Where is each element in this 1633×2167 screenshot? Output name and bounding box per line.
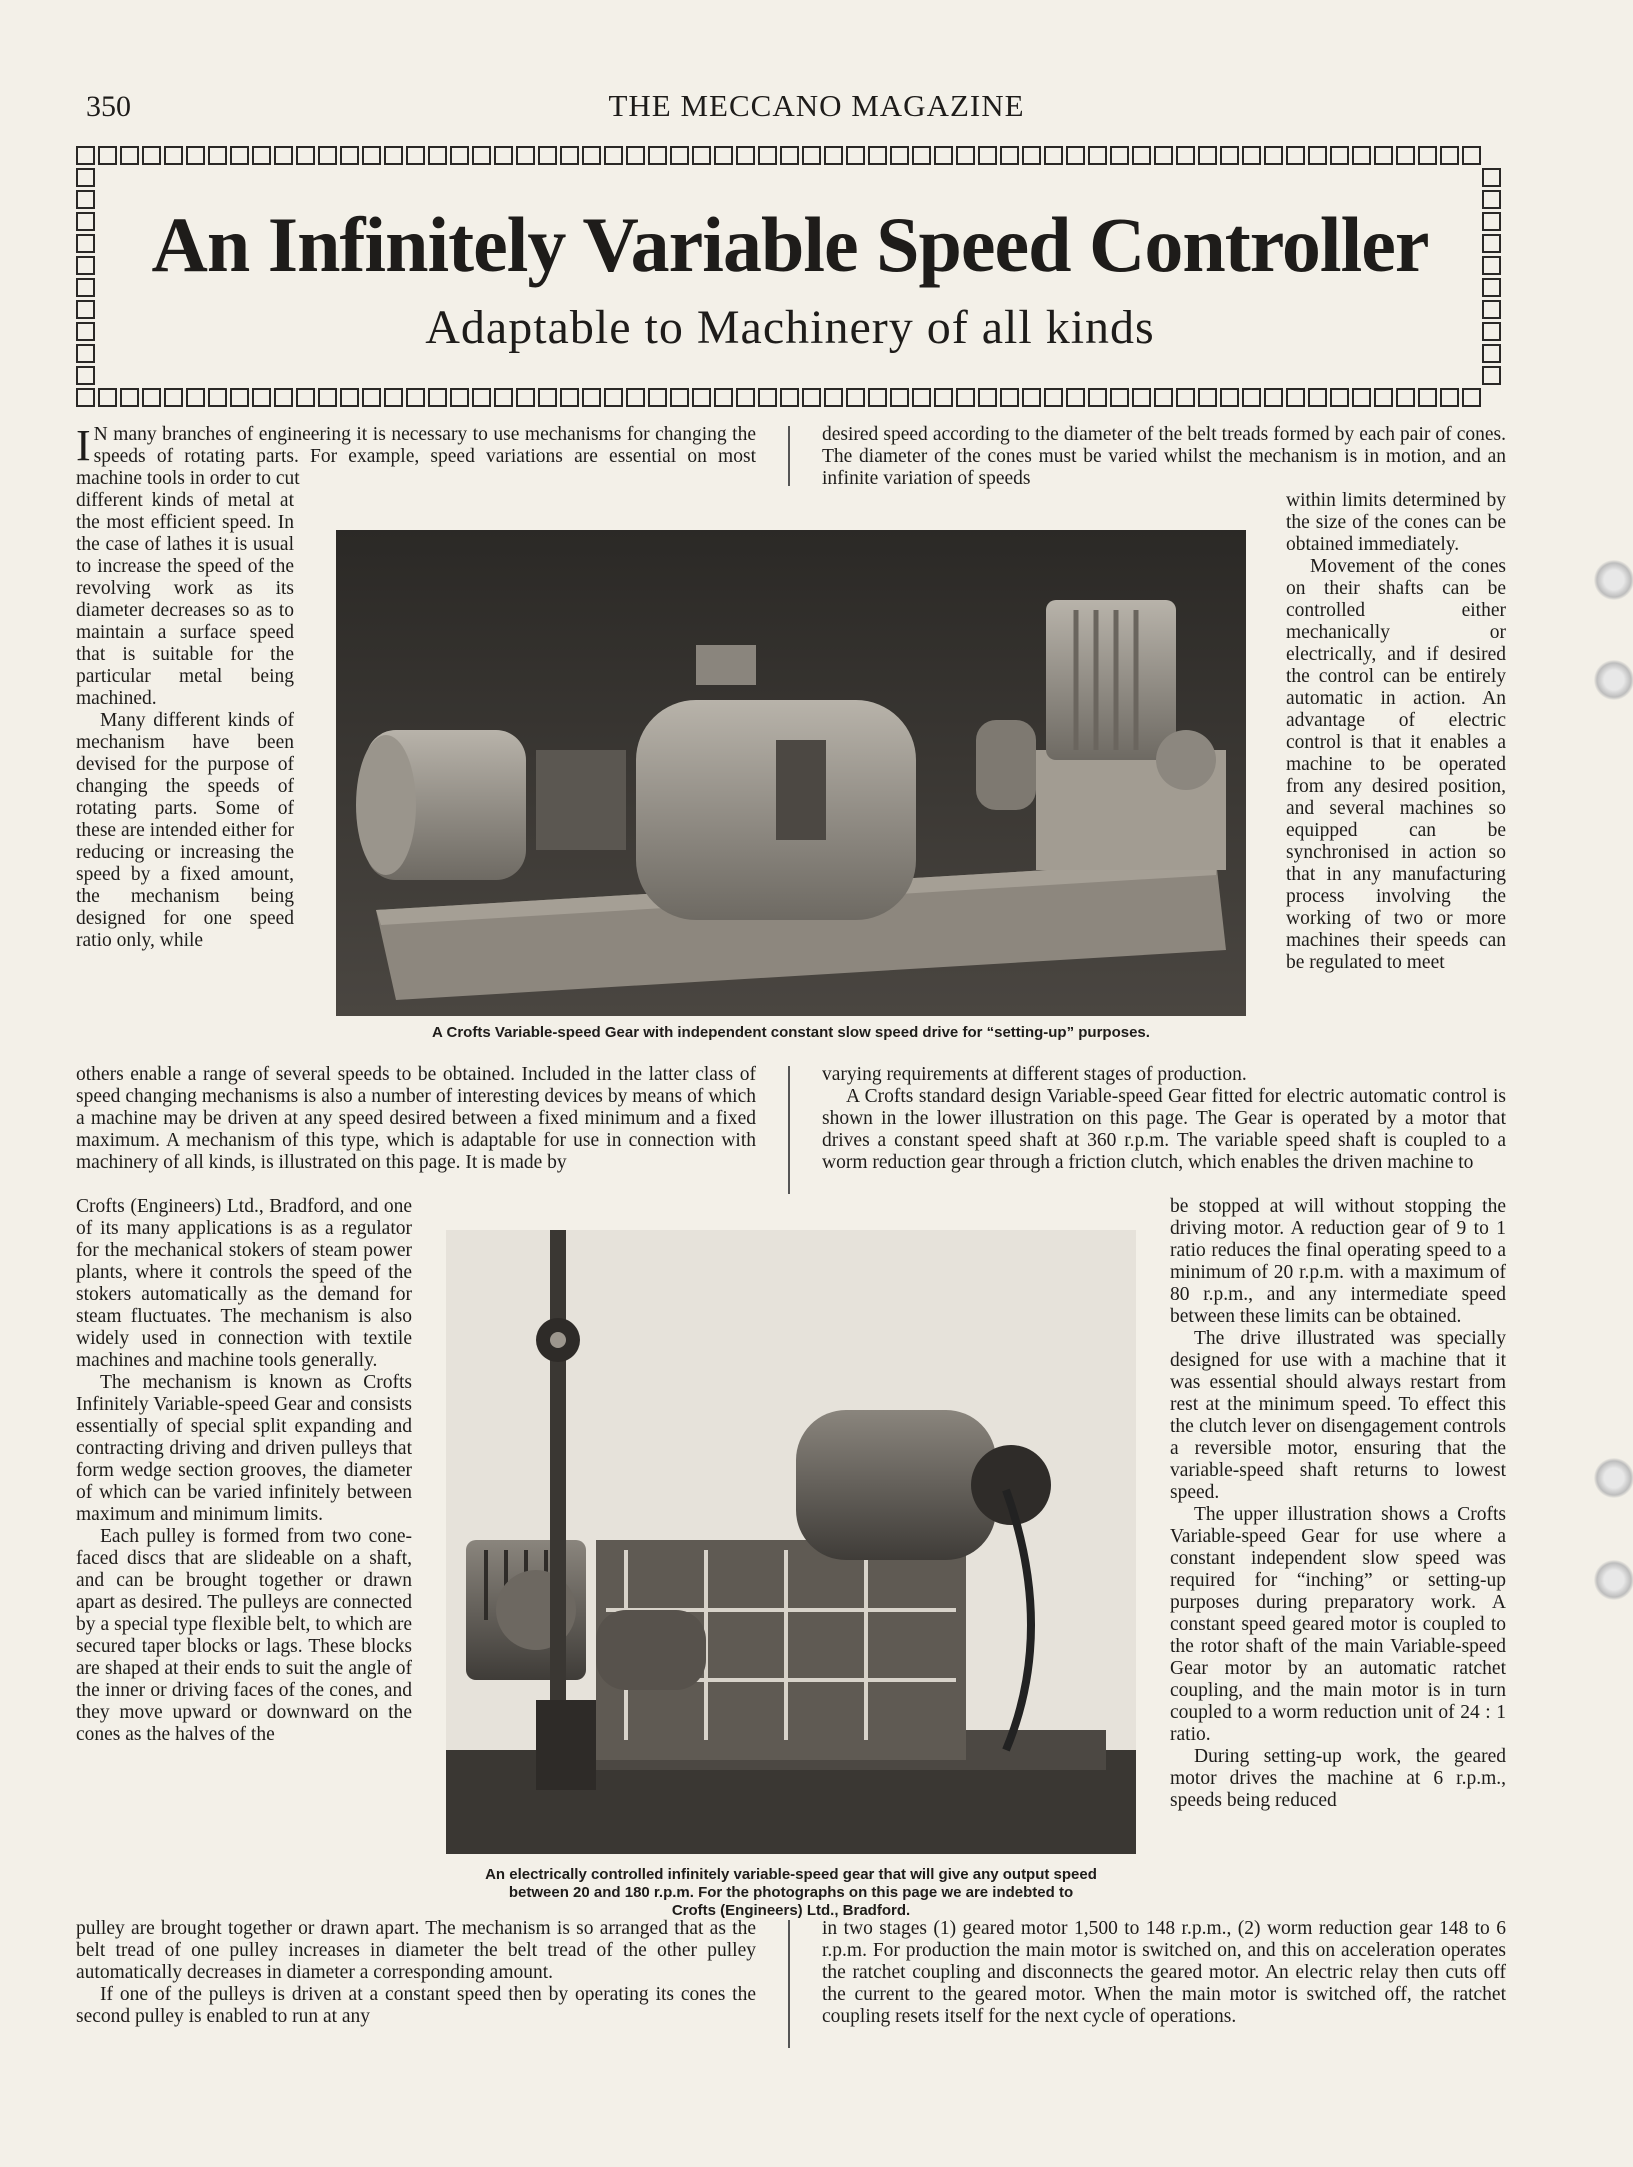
frame-square (1088, 388, 1107, 407)
frame-square (802, 388, 821, 407)
frame-square (824, 388, 843, 407)
frame-square (1264, 388, 1283, 407)
frame-square (1176, 146, 1195, 165)
frame-square (714, 146, 733, 165)
frame-square (582, 388, 601, 407)
frame-bottom-border (76, 388, 1481, 407)
frame-square (758, 146, 777, 165)
frame-square (1022, 388, 1041, 407)
frame-square (1482, 168, 1501, 187)
paragraph-upper-illustration: The upper illustration shows a Crofts Variable-speed Gear for use where a constant independent slow speed was required for “inching” or setting-up purposes during preparatory work. A constant speed geared motor is coupled to the rotor shaft of the main Variable-speed Gear motor by an automatic ratchet coupling, and the main motor is in turn coupled to a worm reduction unit of 24 : 1 ratio. (1170, 1504, 1506, 1745)
frame-square (76, 146, 95, 165)
frame-square (802, 146, 821, 165)
frame-square (1000, 146, 1019, 165)
frame-square (890, 146, 909, 165)
paragraph-desired-speed: desired speed according to the diameter of the belt treads formed by each pair of cones. The diameter of the cones must be varied whilst the mechanism is in motion, and an infinite variation of speeds (822, 424, 1506, 489)
frame-square (472, 388, 491, 407)
subheadline: Adaptable to Machinery of all kinds (425, 301, 1155, 354)
frame-square (252, 388, 271, 407)
frame-square (274, 146, 293, 165)
binding-hole-3 (1594, 1458, 1633, 1498)
frame-square (186, 146, 205, 165)
intro-text: N many branches of engineering it is necessary to use mechanisms for changing the speeds of rotating parts. For example, speed variations are essential on most machine tools in order to cut (76, 424, 756, 489)
frame-square (692, 146, 711, 165)
frame-square (978, 388, 997, 407)
drop-cap: I (76, 421, 91, 470)
frame-square (384, 388, 403, 407)
paragraph-pulley: Each pulley is formed from two cone-faced discs that are slideable on a shaft, and can be brought together or drawn apart as desired. The pulleys are connected by a special type flexible belt, to which are secured taper blocks or lags. These blocks are shaped at their ends to suit the angle of the inner or driving faces of the cones, and they move upward or downward on the cones as the halves of the (76, 1526, 412, 1745)
frame-square (1374, 388, 1393, 407)
frame-square (98, 146, 117, 165)
frame-square (1132, 146, 1151, 165)
variable-speed-gear-machine-illustration (336, 530, 1246, 1016)
frame-square (1330, 146, 1349, 165)
frame-square (1022, 146, 1041, 165)
frame-square (362, 388, 381, 407)
paragraph-crofts: Crofts (Engineers) Ltd., Bradford, and one of its many applications is as a regulator for the mechanical stokers of steam power plants, where it controls the speed of the stokers automatically as the demand for steam fluctuates. The mechanism is also widely used in connection with textile machines and machine tools generally. (76, 1196, 412, 1371)
paragraph-standard-design: A Crofts standard design Variable-speed Gear fitted for electric automatic control is shown in the lower illustration on this page. The Gear is operated by a motor that drives a constant speed shaft at 360 r.p.m. The variable speed shaft is coupled to a worm reduction gear through a friction clutch, which enables the driven machine to (822, 1086, 1506, 1173)
lower-caption-line-3: Crofts (Engineers) Ltd., Bradford. (671, 1902, 911, 1919)
frame-square (384, 146, 403, 165)
frame-square (1154, 146, 1173, 165)
frame-square (1308, 146, 1327, 165)
frame-square (274, 388, 293, 407)
frame-square (626, 388, 645, 407)
column-rule-top (788, 426, 790, 486)
frame-square (1154, 388, 1173, 407)
frame-square (560, 388, 579, 407)
frame-square (318, 388, 337, 407)
frame-square (472, 146, 491, 165)
frame-square (846, 146, 865, 165)
paragraph-range: others enable a range of several speeds to be obtained. Included in the latter class of speed changing mechanisms is also a number of interesting devices by means of which a machine may be driven at any speed desired between a fixed minimum and a fixed maximum. A mechanism of this type, which is adaptable for use in connection with machinery of all kinds, is illustrated on this page. It is made by (76, 1064, 756, 1173)
frame-square (692, 388, 711, 407)
frame-square (780, 388, 799, 407)
frame-square (296, 388, 315, 407)
frame-square (494, 388, 513, 407)
frame-square (956, 146, 975, 165)
paragraph-reduction: be stopped at will without stopping the driving motor. A reduction gear of 9 to 1 ratio reduces the final operating speed to a minimum of 20 r.p.m. with a maximum of 80 r.p.m., and any intermediate speed between these limits can be obtained. (1170, 1196, 1506, 1327)
frame-square (252, 146, 271, 165)
electric-variable-gear-illustration (446, 1230, 1136, 1854)
frame-square (1396, 388, 1415, 407)
frame-square (582, 146, 601, 165)
column-rule-middle (788, 1066, 790, 1194)
frame-square (604, 388, 623, 407)
frame-square (538, 388, 557, 407)
frame-square (120, 146, 139, 165)
frame-square (1110, 146, 1129, 165)
frame-square (670, 388, 689, 407)
frame-square (538, 146, 557, 165)
frame-square (846, 388, 865, 407)
binding-hole-4 (1594, 1560, 1633, 1600)
lower-photo (446, 1230, 1136, 1854)
upper-photo (336, 530, 1246, 1016)
frame-square (1462, 146, 1481, 165)
column-rule-bottom (788, 1920, 790, 2048)
frame-top-border (76, 146, 1481, 165)
frame-square (428, 388, 447, 407)
frame-square (868, 146, 887, 165)
frame-square (1242, 388, 1261, 407)
frame-square (1044, 146, 1063, 165)
binding-hole-1 (1594, 560, 1633, 600)
frame-square (1242, 146, 1261, 165)
frame-square (912, 388, 931, 407)
frame-square (560, 146, 579, 165)
frame-square (670, 146, 689, 165)
paragraph-within-limits: within limits determined by the size of the cones can be obtained immediately. (1286, 490, 1506, 555)
frame-square (868, 388, 887, 407)
frame-square (1482, 366, 1501, 385)
frame-square (164, 388, 183, 407)
lower-caption-line-2: between 20 and 180 r.p.m. For the photographs on this page we are indebted to (508, 1884, 1074, 1901)
frame-square (142, 388, 161, 407)
frame-square (230, 146, 249, 165)
frame-square (1264, 146, 1283, 165)
frame-square (208, 146, 227, 165)
paragraph-gear-known: The mechanism is known as Crofts Infinitely Variable-speed Gear and consists essentially of special split expanding and contracting driving and driven pulleys that form wedge section grooves, the diameter of which can be varied infinitely between maximum and minimum limits. (76, 1372, 412, 1525)
frame-square (1286, 146, 1305, 165)
paragraph-lathes: different kinds of metal at the most efficient speed. In the case of lathes it is usual to increase the speed of the revolving work as its diameter decreases so as to maintain a surface speed that is suitable for the particular metal being machined. (76, 490, 294, 709)
frame-square (406, 388, 425, 407)
paragraph-constant-speed: If one of the pulleys is driven at a constant speed then by operating its cones the second pulley is enabled to run at any (76, 1984, 756, 2027)
frame-square (494, 146, 513, 165)
frame-square (76, 366, 95, 385)
frame-square (296, 146, 315, 165)
frame-square (340, 146, 359, 165)
frame-square (1132, 388, 1151, 407)
paragraph-two-stages: in two stages (1) geared motor 1,500 to 148 r.p.m., (2) worm reduction gear 148 to 6 r.p.m. For production the main motor is switched on, and this on acceleration operates the ratchet coupling and disconnects the geared motor. An electric relay then cuts off the current to the geared motor. When the main motor is switched off, the ratchet coupling resets itself for the next cycle of operations. (822, 1918, 1506, 2027)
right-column-top (822, 424, 1506, 490)
frame-square (1088, 146, 1107, 165)
frame-square (1110, 388, 1129, 407)
frame-square (1308, 388, 1327, 407)
binding-hole-2 (1594, 660, 1633, 700)
frame-square (406, 146, 425, 165)
frame-square (208, 388, 227, 407)
upper-photo-caption: A Crofts Variable-speed Gear with independent constant slow speed drive for “setting-up” purposes. (432, 1024, 1150, 1041)
frame-square (934, 146, 953, 165)
frame-square (1462, 388, 1481, 407)
frame-square (1374, 146, 1393, 165)
page-number: 350 (86, 90, 131, 123)
frame-square (626, 146, 645, 165)
frame-square (604, 146, 623, 165)
paragraph-drive-illustrated: The drive illustrated was specially designed for use with a machine that it was essential should always restart from rest at the minimum speed. To effect this the clutch lever on disengagement controls a reversible motor, ensuring that the variable-speed shaft returns to lowest speed. (1170, 1328, 1506, 1503)
frame-square (164, 146, 183, 165)
frame-square (780, 146, 799, 165)
frame-square (142, 146, 161, 165)
frame-square (516, 146, 535, 165)
magazine-title: THE MECCANO MAGAZINE (608, 88, 1025, 123)
frame-square (912, 146, 931, 165)
frame-square (1220, 146, 1239, 165)
frame-square (1418, 146, 1437, 165)
frame-square (516, 388, 535, 407)
frame-square (1396, 146, 1415, 165)
frame-square (1198, 388, 1217, 407)
paragraph-varying: varying requirements at different stages of production. (822, 1064, 1247, 1085)
frame-square (1044, 388, 1063, 407)
frame-square (1066, 146, 1085, 165)
frame-square (1000, 388, 1019, 407)
frame-square (736, 146, 755, 165)
frame-square (890, 388, 909, 407)
right-column-bottom (822, 1918, 1506, 2028)
frame-square (934, 388, 953, 407)
frame-square (824, 146, 843, 165)
frame-square (450, 146, 469, 165)
frame-square (956, 388, 975, 407)
frame-square (736, 388, 755, 407)
frame-square (1352, 388, 1371, 407)
frame-square (1352, 146, 1371, 165)
frame-square (120, 388, 139, 407)
frame-square (230, 388, 249, 407)
paragraph-mechanisms: Many different kinds of mechanism have been devised for the purpose of changing the speeds of rotating parts. Some of these are intended either for reducing or increasing the speed by a fixed amount, the mechanism being designed for one speed ratio only, while (76, 710, 294, 951)
left-column-top (76, 421, 756, 490)
right-column-narrow-2 (1170, 1196, 1506, 1812)
frame-square (76, 168, 95, 187)
frame-square (1418, 388, 1437, 407)
left-column-wide (76, 1064, 756, 1174)
intro-paragraph (76, 421, 756, 490)
frame-square (318, 146, 337, 165)
frame-square (76, 388, 95, 407)
left-column-narrow (76, 490, 294, 952)
paragraph-belt-tread: pulley are brought together or drawn apart. The mechanism is so arranged that as the belt tread of one pulley increases in diameter the belt tread of the other pulley automatically decreases in diameter a corresponding amount. (76, 1918, 756, 1983)
frame-square (1176, 388, 1195, 407)
frame-square (1220, 388, 1239, 407)
frame-square (648, 146, 667, 165)
frame-square (1440, 388, 1459, 407)
frame-square (648, 388, 667, 407)
right-column-wide (822, 1064, 1506, 1174)
frame-square (98, 388, 117, 407)
left-column-bottom (76, 1918, 756, 2028)
frame-square (714, 388, 733, 407)
frame-square (978, 146, 997, 165)
paragraph-setting-up: During setting-up work, the geared motor drives the machine at 6 r.p.m., speeds being reduced (1170, 1746, 1506, 1811)
frame-square (340, 388, 359, 407)
frame-square (450, 388, 469, 407)
lower-photo-caption (446, 1866, 1136, 1920)
frame-square (1066, 388, 1085, 407)
frame-square (1198, 146, 1217, 165)
frame-square (186, 388, 205, 407)
left-column-narrow-2 (76, 1196, 412, 1746)
frame-square (1286, 388, 1305, 407)
paragraph-movement: Movement of the cones on their shafts can be controlled either mechanically or electrically, and if desired the control can be entirely automatic in action. An advantage of electric control is that it enables a machine to be operated from any desired position, and several machines so equipped can be synchronised in action so that in any manufacturing process involving the working of two or more machines their speeds can be regulated to meet (1286, 556, 1506, 973)
frame-square (428, 146, 447, 165)
right-column-narrow (1286, 490, 1506, 974)
frame-square (362, 146, 381, 165)
lower-caption-line-1: An electrically controlled infinitely variable-speed gear that will give any output speed (485, 1866, 1097, 1883)
frame-square (1330, 388, 1349, 407)
frame-square (1440, 146, 1459, 165)
frame-square (758, 388, 777, 407)
headline: An Infinitely Variable Speed Controller (151, 201, 1429, 288)
